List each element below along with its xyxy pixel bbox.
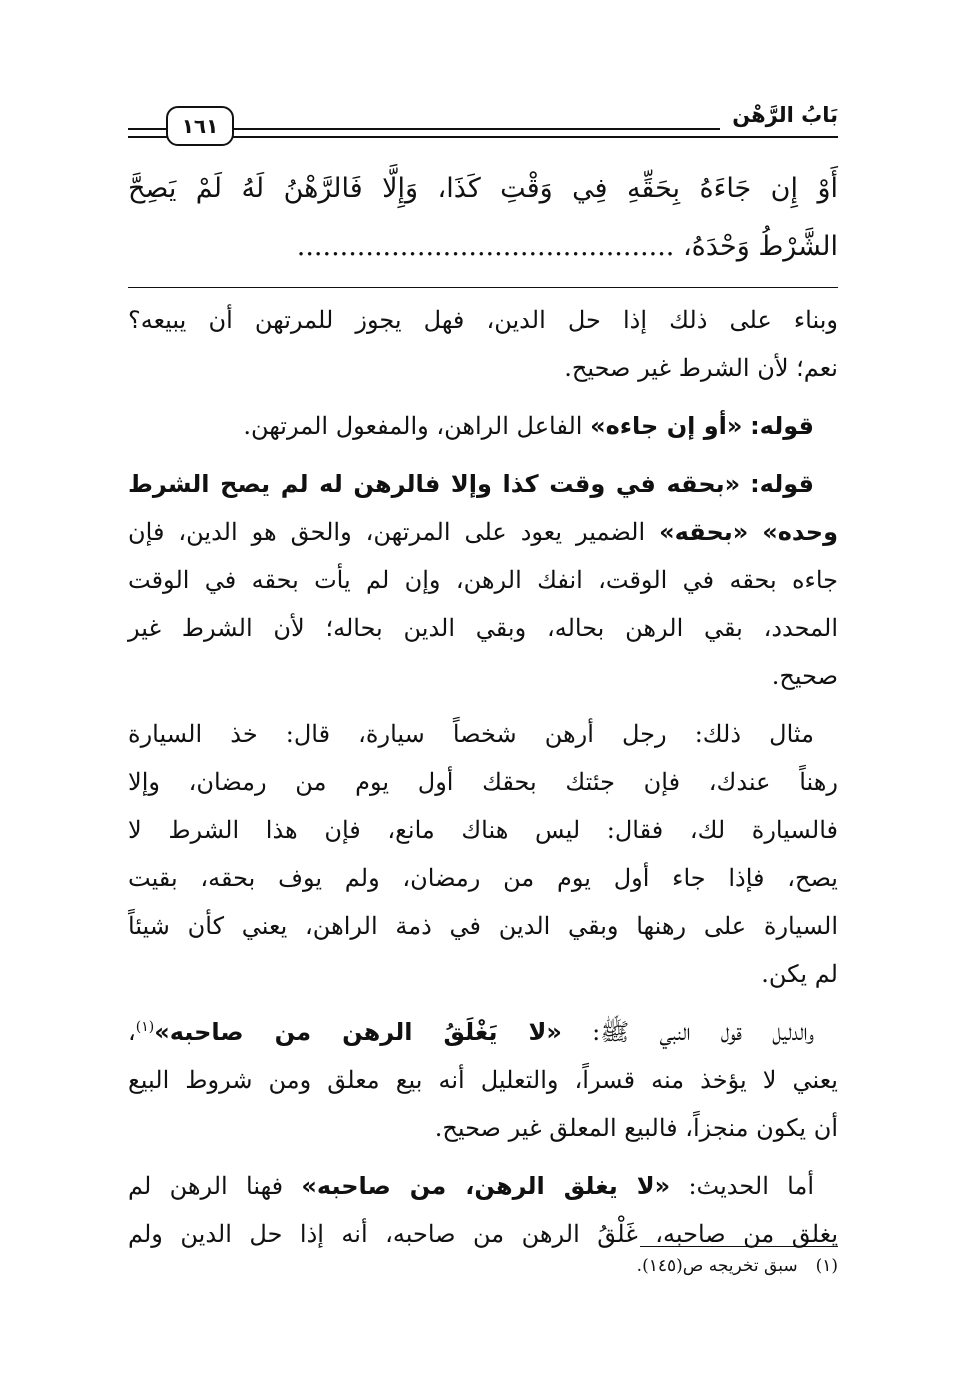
text-line: لم يكن. (761, 960, 838, 988)
footnote-text: سبق تخريجه ص(١٤٥). (636, 1256, 798, 1276)
matn-text (128, 160, 838, 276)
matn-line-2-text: الشَّرْطُ وَحْدَهُ، (682, 231, 838, 262)
text-line: رهناً عندك، فإن جئتك بحقك أول يوم من رمضان، وإلا (128, 768, 838, 796)
text-line: أن يكون منجزاً، فالبيع المعلق غير صحيح. (434, 1114, 838, 1142)
text-line: فالسيارة لك، فقال: ليس هناك مانع، فإن هذا الشرط لا (128, 816, 838, 844)
text-segment: فهنا الرهن لم (128, 1172, 284, 1200)
text-line (128, 710, 838, 758)
quoted-word: «بحقه» (659, 518, 749, 546)
qawluhu-label: قوله: (750, 412, 814, 440)
text-line: صحيح. (771, 662, 838, 690)
matn-line-2 (128, 218, 838, 276)
text-line: يغلق من صاحبه، غَلْقُ الرهن من صاحبه، أنه إذا حل الدين ولم (128, 1220, 838, 1248)
text-line (128, 508, 838, 556)
matn-separator (128, 287, 838, 288)
hadith-quote: «لا يَغْلَقُ الرهن من صاحبه» (154, 1018, 562, 1046)
text-line (128, 1008, 838, 1056)
page-number: ١٦١ (166, 106, 234, 146)
text-line: نعم؛ لأن الشرط غير صحيح. (564, 354, 838, 382)
matn-dots: ............................................ (296, 231, 675, 262)
quoted-matn: «بحقه في وقت كذا وإلا فالرهن له لم يصح الشرط (128, 470, 741, 498)
quoted-matn: وحده» (762, 518, 838, 546)
text-segment: ، (128, 1018, 136, 1046)
footnote-marker: (١) (135, 1019, 155, 1035)
text-line (128, 1162, 838, 1210)
matn-line-1: أَوْ إِن جَاءَهُ بِحَقِّهِ فِي وَقْتِ كَذَا، وَإِلَّا فَالرَّهْنُ لَهُ لَمْ يَصِحَّ (128, 173, 838, 204)
page-header (128, 100, 838, 150)
explanation: الضمير يعود على المرتهن، والحق هو الدين، فإن (128, 518, 646, 546)
hadith-quote: «لا يغلق الرهن، من صاحبه» (301, 1172, 671, 1200)
paragraph-6 (128, 1162, 838, 1258)
commentary (128, 296, 838, 1268)
text-line: يصح، فإذا جاء أول يوم من رمضان، ولم يوف بحقه، بقيت (128, 864, 838, 892)
text-line: جاءه بحقه في الوقت، انفك الرهن، وإن لم يأت بحقه في الوقت (128, 566, 838, 594)
footnote-number: (١) (815, 1256, 838, 1276)
text-line: المحدد، بقي الرهن بحاله، وبقي الدين بحاله؛ لأن الشرط غير (128, 614, 838, 642)
chapter-title: بَابُ الرَّهْن (720, 100, 838, 130)
text-segment: أما الحديث: (688, 1172, 814, 1200)
footnote (637, 1252, 838, 1280)
paragraph-3 (128, 460, 838, 700)
footnote-separator (640, 1246, 838, 1247)
quoted-matn: «أو إن جاءه» (590, 412, 743, 440)
text-line: السيارة على رهنها وبقي الدين في ذمة الراهن، يعني كأن شيئاً (128, 912, 838, 940)
text-line-content: مثال ذلك: رجل أرهن شخصاً سيارة، قال: خذ السيارة (128, 720, 814, 748)
paragraph-1 (128, 296, 838, 392)
qawluhu-label: قوله: (750, 470, 814, 498)
explanation: الفاعل الراهن، والمفعول المرتهن. (243, 412, 583, 440)
paragraph-4 (128, 710, 838, 998)
text-segment: والدليل قول النبي ﷺ: (592, 1018, 814, 1046)
paragraph-2 (128, 402, 838, 450)
text-line: وبناء على ذلك إذا حل الدين، فهل يجوز للمرتهن أن يبيعه؟ (128, 306, 838, 334)
text-line: يعني لا يؤخذ منه قسراً، والتعليل أنه بيع معلق ومن شروط البيع (128, 1066, 838, 1094)
text-line (128, 460, 838, 508)
paragraph-5 (128, 1008, 838, 1152)
text-line (128, 402, 838, 450)
